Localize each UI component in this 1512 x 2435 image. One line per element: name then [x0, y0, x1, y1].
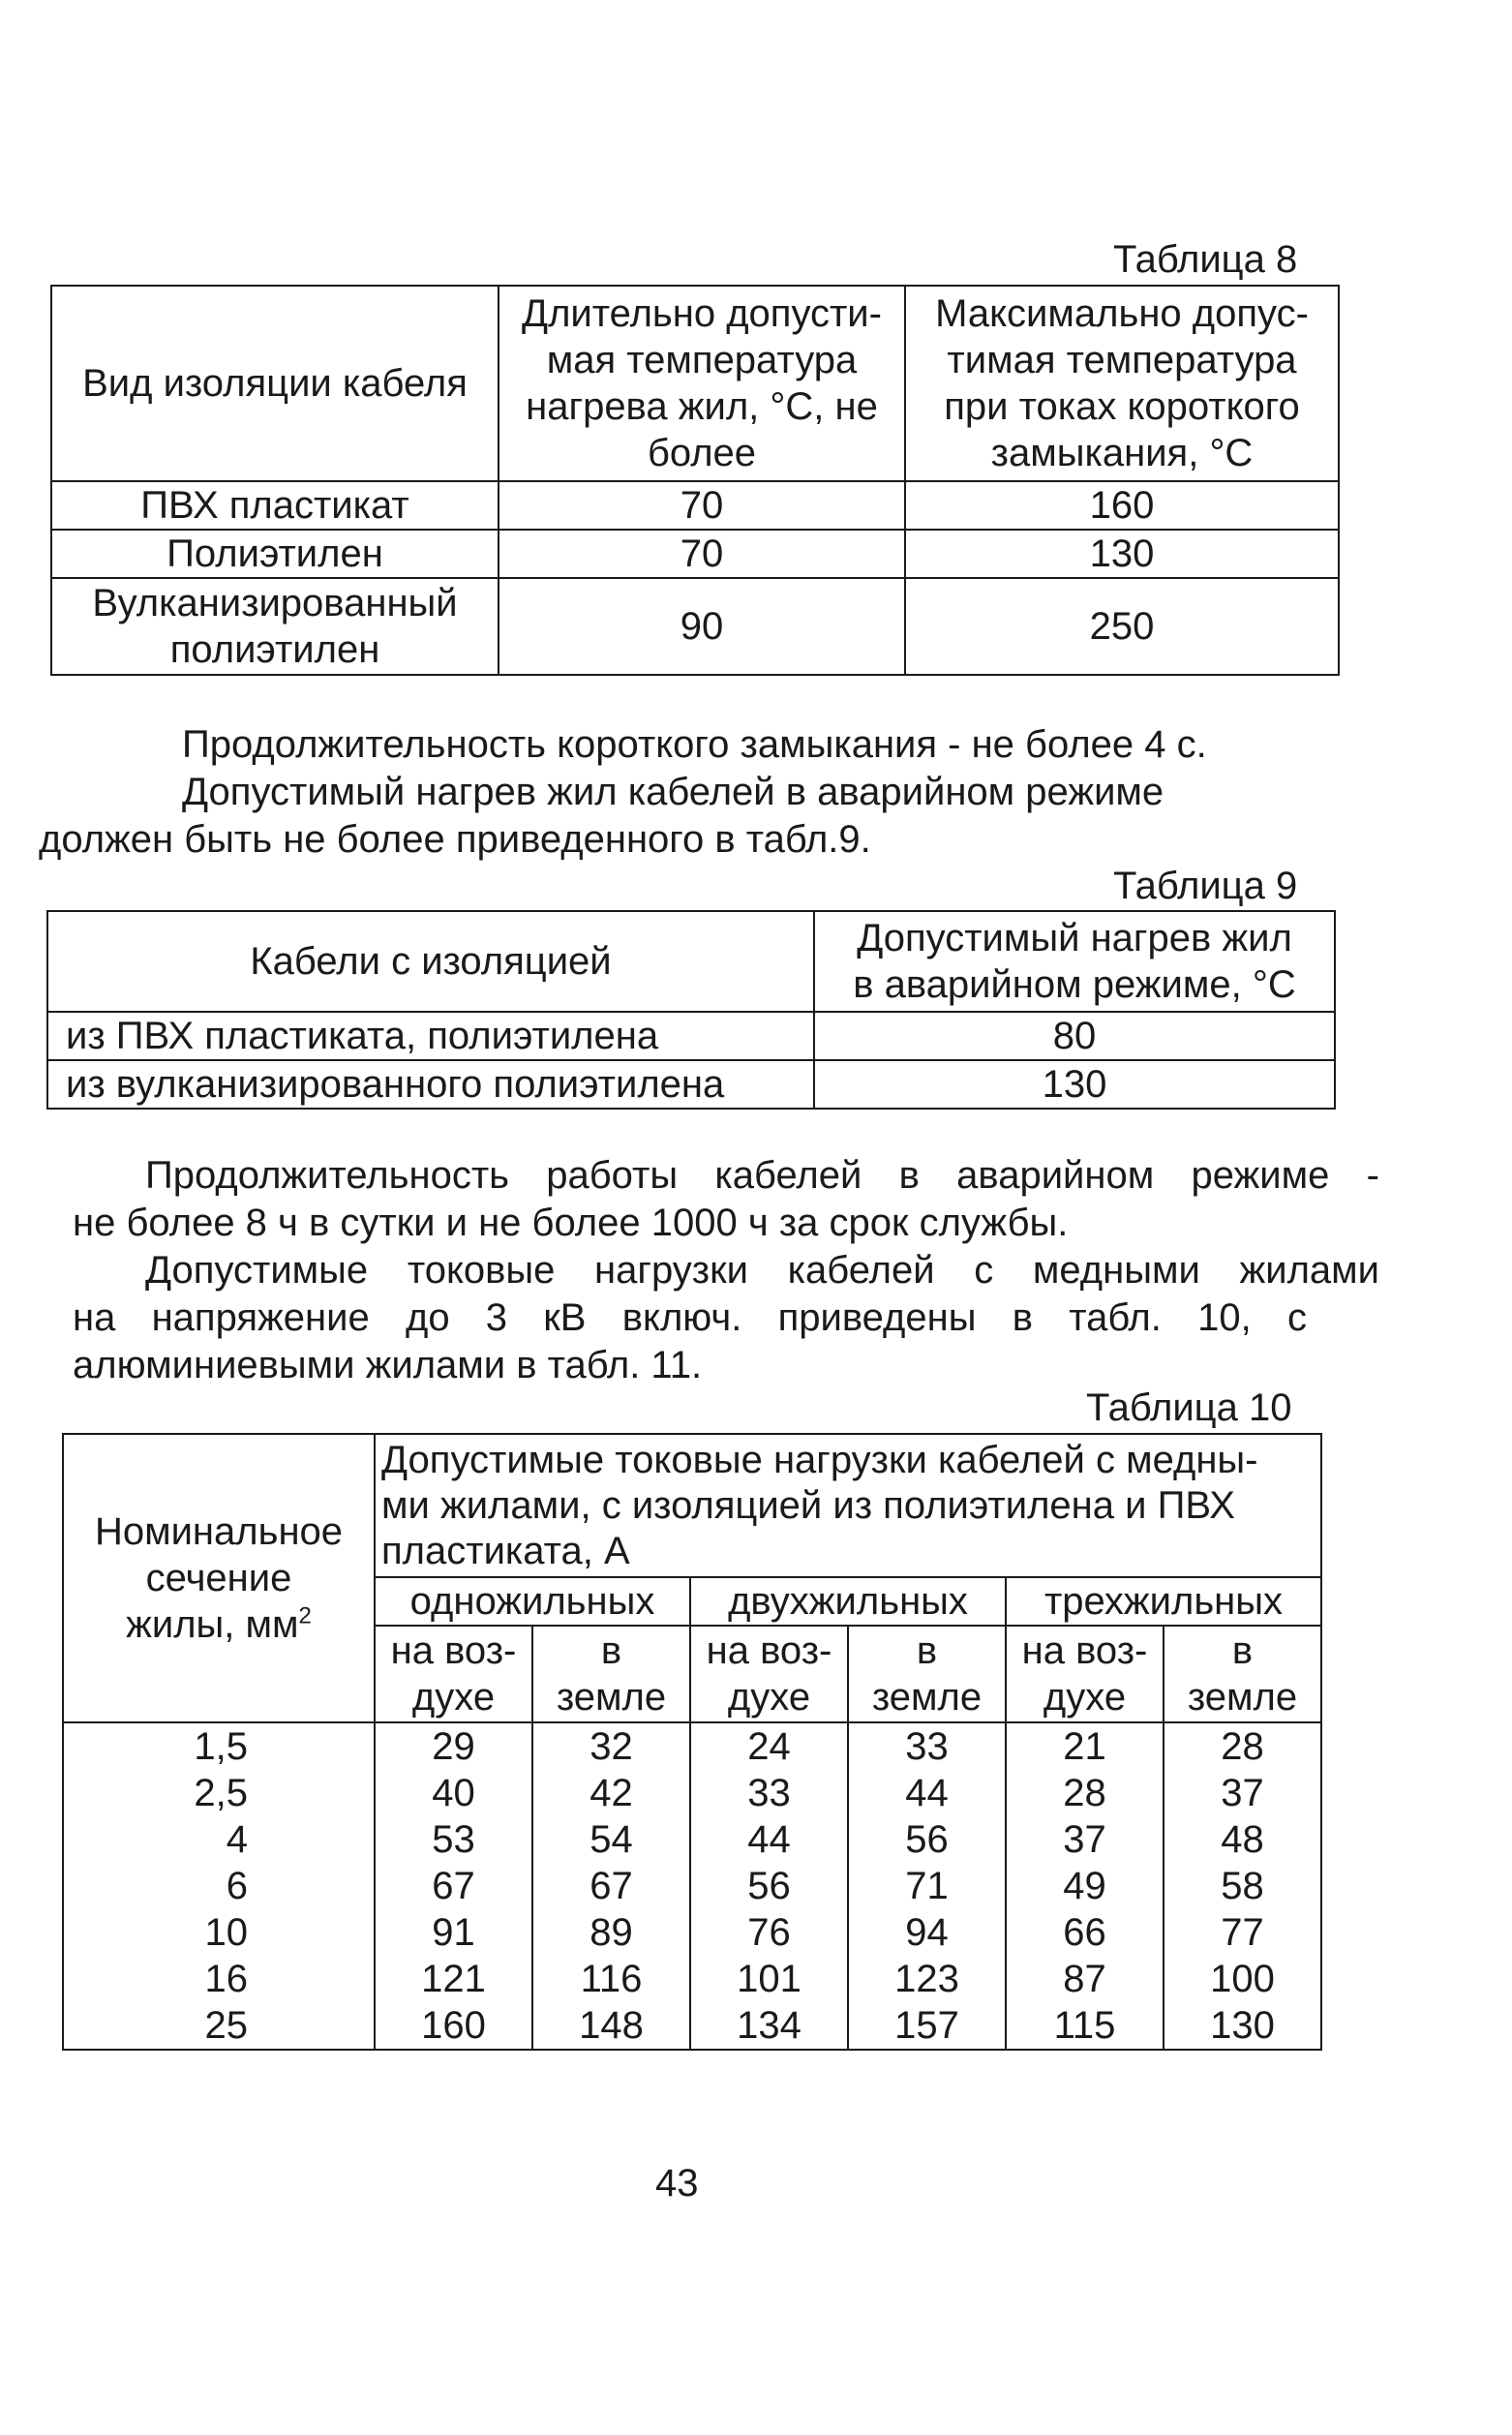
table10-cell-value: 32 — [532, 1722, 690, 1770]
table8-cell-short: 130 — [905, 530, 1339, 578]
table-row — [47, 1012, 1335, 1060]
table10-cell-value: 130 — [1164, 2002, 1321, 2050]
table10-cell-value: 37 — [1006, 1816, 1164, 1863]
table10-sub-air — [690, 1626, 848, 1722]
table9-h2-line2: в аварийном режиме, °С — [853, 963, 1296, 1006]
table10-sub-ground — [848, 1626, 1006, 1722]
sub-line1: в — [1231, 1629, 1254, 1672]
table10 — [62, 1433, 1322, 2051]
table10-cell-value: 53 — [375, 1816, 532, 1863]
sub-line1: в — [600, 1629, 622, 1672]
table-row — [63, 2002, 1321, 2050]
table10-cell-section: 25 — [63, 2002, 375, 2050]
table10-cell-value: 33 — [848, 1722, 1006, 1770]
table10-cell-section: 6 — [63, 1863, 375, 1909]
table10-group-triple: трехжильных — [1006, 1577, 1321, 1626]
table10-cell-value: 100 — [1164, 1956, 1321, 2002]
sub-line2: земле — [1187, 1676, 1298, 1719]
table-row — [47, 1060, 1335, 1109]
table10-cell-value: 67 — [375, 1863, 532, 1909]
text-line: Допустимый нагрев жил кабелей в аварийном режиме — [182, 771, 1164, 813]
table-row — [51, 530, 1339, 578]
table10-cell-value: 67 — [532, 1863, 690, 1909]
table10-hs-line3: жилы, $мм^2$ — [126, 1602, 312, 1646]
table10-cell-value: 134 — [690, 2002, 848, 2050]
table9 — [46, 910, 1336, 1110]
text-line: Продолжительность работы кабелей в аварийном режиме - — [145, 1154, 1379, 1197]
table10-sub-air — [375, 1626, 532, 1722]
table10-cell-value: 24 — [690, 1722, 848, 1770]
table10-cell-value: 115 — [1006, 2002, 1164, 2050]
table10-cell-value: 121 — [375, 1956, 532, 2002]
text-line: должен быть не более приведенного в табл.9. — [39, 818, 871, 861]
sub-line1: на воз- — [706, 1629, 832, 1672]
table10-cell-value: 37 — [1164, 1770, 1321, 1816]
table10-header-main — [375, 1434, 1321, 1577]
table8-h2-line3: нагрева жил, °С, не — [526, 385, 878, 428]
table8 — [50, 285, 1340, 676]
table8-name-line1: Вулканизированный — [92, 582, 458, 624]
table8-header-short-temp — [905, 286, 1339, 481]
table9-cell-value: 80 — [814, 1012, 1335, 1060]
sub-line2: земле — [871, 1676, 983, 1719]
table9-header-heating — [814, 911, 1335, 1012]
table8-header-insulation: Вид изоляции кабеля — [51, 286, 499, 481]
table-row — [63, 1722, 1321, 1770]
table9-header-insulation: Кабели с изоляцией — [47, 911, 814, 1012]
page-number: 43 — [655, 2162, 699, 2205]
table8-cell-short: 160 — [905, 481, 1339, 530]
table10-cell-section: 2,5 — [63, 1770, 375, 1816]
table8-cell-name: ПВХ пластикат — [51, 481, 499, 530]
table8-cell-long: 90 — [499, 578, 905, 675]
table9-h2-line1: Допустимый нагрев жил — [857, 917, 1292, 959]
table10-header-section — [63, 1434, 375, 1722]
table8-cell-name: Полиэтилен — [51, 530, 499, 578]
table10-cell-value: 54 — [532, 1816, 690, 1863]
table8-cell-short: 250 — [905, 578, 1339, 675]
table10-hs-line1: Номинальное — [94, 1510, 344, 1553]
table10-cell-value: 101 — [690, 1956, 848, 2002]
table10-cell-value: 28 — [1164, 1722, 1321, 1770]
table10-cell-value: 94 — [848, 1909, 1006, 1956]
table10-cell-value: 89 — [532, 1909, 690, 1956]
table8-cell-long: 70 — [499, 481, 905, 530]
table10-cell-value: 87 — [1006, 1956, 1164, 2002]
sub-line1: на воз- — [390, 1629, 517, 1672]
table10-sub-air — [1006, 1626, 1164, 1722]
table10-cell-value: 56 — [690, 1863, 848, 1909]
table10-cell-value: 76 — [690, 1909, 848, 1956]
text-line: на напряжение до 3 кВ включ. приведены в табл. 10, с — [73, 1296, 1307, 1339]
sub-line2: духе — [411, 1676, 496, 1719]
text-line: Допустимые токовые нагрузки кабелей с медными жилами — [145, 1249, 1379, 1292]
table8-h2-line2: мая температура — [546, 339, 858, 381]
table10-cell-value: 42 — [532, 1770, 690, 1816]
table10-cell-value: 49 — [1006, 1863, 1164, 1909]
table10-cell-section: 10 — [63, 1909, 375, 1956]
table10-hm-line3: пластиката, А — [381, 1529, 630, 1572]
table-row — [63, 1863, 1321, 1909]
table10-cell-value: 58 — [1164, 1863, 1321, 1909]
table8-caption: Таблица 8 — [1113, 238, 1298, 281]
table10-cell-value: 116 — [532, 1956, 690, 2002]
table8-h3-line3: при токах короткого — [944, 385, 1300, 428]
table10-cell-value: 123 — [848, 1956, 1006, 2002]
sub-line2: земле — [556, 1676, 667, 1719]
text-line: не более 8 ч в сутки и не более 1000 ч за срок службы. — [73, 1202, 1069, 1244]
table10-cell-value: 148 — [532, 2002, 690, 2050]
table9-caption: Таблица 9 — [1113, 865, 1298, 907]
table10-cell-value: 157 — [848, 2002, 1006, 2050]
text-line: алюминиевыми жилами в табл. 11. — [73, 1344, 703, 1386]
table10-sub-ground — [532, 1626, 690, 1722]
sub-line1: на воз- — [1021, 1629, 1148, 1672]
sub-line1: в — [916, 1629, 938, 1672]
table10-cell-value: 44 — [690, 1816, 848, 1863]
sub-line2: духе — [1043, 1676, 1127, 1719]
table10-cell-value: 21 — [1006, 1722, 1164, 1770]
table10-caption: Таблица 10 — [1086, 1386, 1292, 1429]
table8-h2-line1: Длительно допусти- — [522, 292, 882, 335]
table8-cell-long: 70 — [499, 530, 905, 578]
text-line: Продолжительность короткого замыкания - не более 4 с. — [182, 723, 1207, 766]
table8-h3-line1: Максимально допус- — [935, 292, 1309, 335]
table10-group-single: одножильных — [375, 1577, 690, 1626]
table10-hm-line2: ми жилами, с изоляцией из полиэтилена и ПВХ — [381, 1483, 1235, 1527]
table10-hm-line1: Допустимые токовые нагрузки кабелей с медны- — [381, 1438, 1258, 1481]
table10-cell-section: 1,5 — [63, 1722, 375, 1770]
table10-hs-text: жилы, мм — [126, 1603, 299, 1646]
table10-cell-value: 40 — [375, 1770, 532, 1816]
table9-cell-value: 130 — [814, 1060, 1335, 1109]
table10-group-double: двухжильных — [690, 1577, 1006, 1626]
table8-cell-name — [51, 578, 499, 675]
table10-cell-value: 56 — [848, 1816, 1006, 1863]
table-row — [63, 1909, 1321, 1956]
table10-hs-line2: сечение — [145, 1557, 292, 1599]
table10-cell-value: 48 — [1164, 1816, 1321, 1863]
table10-cell-value: 28 — [1006, 1770, 1164, 1816]
table-row — [51, 481, 1339, 530]
table10-cell-section: 16 — [63, 1956, 375, 2002]
table8-h3-line2: тимая температура — [947, 339, 1297, 381]
table10-cell-value: 91 — [375, 1909, 532, 1956]
table10-cell-value: 29 — [375, 1722, 532, 1770]
table-row — [51, 578, 1339, 675]
table10-cell-value: 71 — [848, 1863, 1006, 1909]
table9-cell-name: из вулканизированного полиэтилена — [47, 1060, 814, 1109]
table10-cell-section: 4 — [63, 1816, 375, 1863]
table8-h3-line4: замыкания, °С — [990, 432, 1254, 474]
table10-cell-value: 44 — [848, 1770, 1006, 1816]
table10-body — [63, 1722, 1321, 2050]
table8-h2-line4: более — [647, 432, 757, 474]
table10-cell-value: 66 — [1006, 1909, 1164, 1956]
table-row — [63, 1956, 1321, 2002]
table8-header-long-temp — [499, 286, 905, 481]
table9-cell-name: из ПВХ пластиката, полиэтилена — [47, 1012, 814, 1060]
table10-cell-value: 77 — [1164, 1909, 1321, 1956]
table-row — [63, 1770, 1321, 1816]
table10-sub-ground — [1164, 1626, 1321, 1722]
table10-cell-value: 33 — [690, 1770, 848, 1816]
sub-line2: духе — [727, 1676, 811, 1719]
table10-cell-value: 160 — [375, 2002, 532, 2050]
table8-name-line2: полиэтилен — [169, 628, 380, 671]
table-row — [63, 1816, 1321, 1863]
